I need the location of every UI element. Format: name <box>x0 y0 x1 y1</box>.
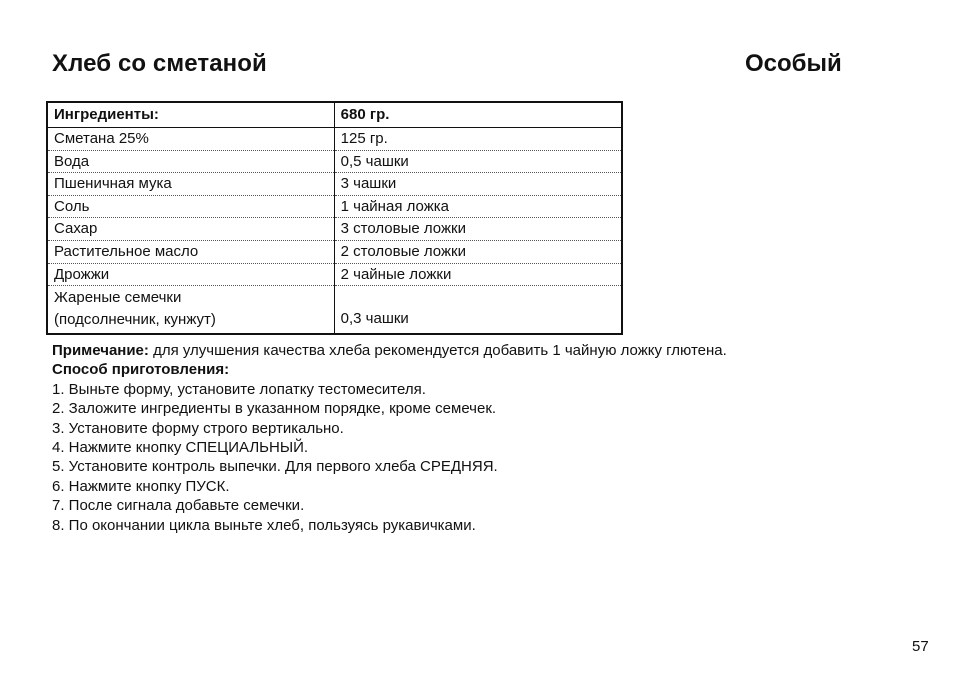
table-row <box>47 240 622 263</box>
ingredient-name-line1: Жареные семечки <box>54 289 182 307</box>
table-row <box>47 286 622 335</box>
ingredient-name: Вода <box>47 150 334 173</box>
ingredient-amount: 0,5 чашки <box>334 150 622 173</box>
method-step: 6. Нажмите кнопку ПУСК. <box>52 477 230 495</box>
note-label: Примечание: <box>52 342 149 359</box>
table-row <box>47 173 622 196</box>
ingredient-name-multiline <box>47 286 334 335</box>
page-number: 57 <box>912 638 929 655</box>
method-step: 1. Выньте форму, установите лопатку тестомесителя. <box>52 380 426 398</box>
method-step: 8. По окончании цикла выньте хлеб, пользуясь рукавичками. <box>52 516 476 534</box>
note-text: для улучшения качества хлеба рекомендуется добавить 1 чайную ложку глютена. <box>148 342 727 359</box>
method-step: 7. После сигнала добавьте семечки. <box>52 497 305 515</box>
table-header-row <box>47 102 622 128</box>
ingredient-name: Дрожжи <box>47 263 334 286</box>
method-step: 3. Установите форму строго вертикально. <box>52 419 344 437</box>
ingredient-amount: 3 столовые ложки <box>334 218 622 241</box>
table-row <box>47 195 622 218</box>
program-name: Особый <box>745 50 842 77</box>
instructions-block <box>52 341 932 535</box>
ingredients-table <box>46 101 623 335</box>
ingredient-name-line2: (подсолнечник, кунжут) <box>54 311 216 329</box>
note-line <box>52 341 932 360</box>
ingredient-amount: 2 чайные ложки <box>334 263 622 286</box>
ingredient-amount: 1 чайная ложка <box>334 195 622 218</box>
ingredient-name: Растительное масло <box>47 240 334 263</box>
ingredient-amount: 0,3 чашки <box>340 309 409 327</box>
ingredient-name: Сметана 25% <box>47 128 334 151</box>
ingredient-amount: 3 чашки <box>334 173 622 196</box>
method-step: 2. Заложите ингредиенты в указанном порядке, кроме семечек. <box>52 400 497 418</box>
ingredient-amount: 125 гр. <box>334 128 622 151</box>
method-title: Способ приготовления: <box>52 361 230 379</box>
amount-column-header: 680 гр. <box>334 102 622 128</box>
ingredient-name: Соль <box>47 195 334 218</box>
table-row <box>47 218 622 241</box>
table-row <box>47 128 622 151</box>
method-step: 4. Нажмите кнопку СПЕЦИАЛЬНЫЙ. <box>52 439 309 457</box>
ingredient-name: Пшеничная мука <box>47 173 334 196</box>
table-row <box>47 150 622 173</box>
method-step: 5. Установите контроль выпечки. Для первого хлеба СРЕДНЯЯ. <box>52 458 498 476</box>
table-row <box>47 263 622 286</box>
ingredient-name: Сахар <box>47 218 334 241</box>
ingredients-column-header: Ингредиенты: <box>47 102 334 128</box>
ingredient-amount: 2 столовые ложки <box>334 240 622 263</box>
recipe-title: Хлеб со сметаной <box>52 50 267 77</box>
